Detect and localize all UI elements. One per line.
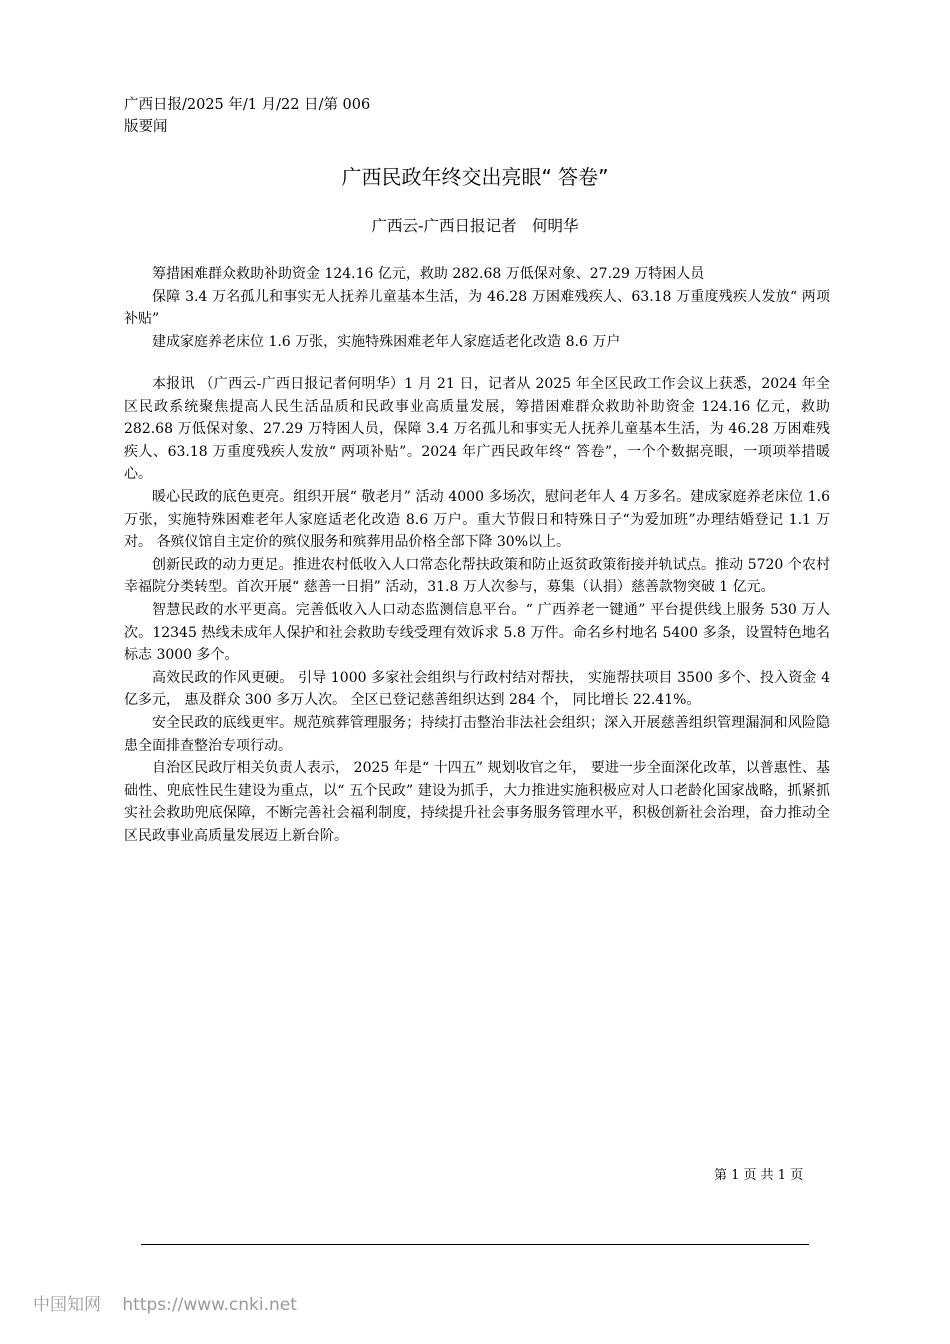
subhead: 保障 3.4 万名孤儿和事实无人抚养儿童基本生活，为 46.28 万困难残疾人、63.18 万重度残疾人发放“ 两项补贴” xyxy=(124,288,830,327)
watermark-brand: 中国知网 xyxy=(33,1295,101,1315)
source-info xyxy=(124,94,370,138)
body-paragraph: 智慧民政的水平更高。完善低收入人口动态监测信息平台。“ 广西养老一键通” 平台提供线上服务 530 万人次。12345 热线未成年人保护和社会救助专线受理有效诉求 5.8 万件。命名乡村地名 5400 多条，设置特色地名标志 3000 多个。 xyxy=(124,601,830,664)
body-paragraph: 创新民政的动力更足。推进农村低收入人口常态化帮扶政策和防止返贫政策衔接并轨试点。推动 5720 个农村幸福院分类转型。首次开展“ 慈善一日捐” 活动，31.8 万人次参与，募集（认捐）慈善款物突破 1 亿元。 xyxy=(124,556,830,596)
source-line: 广西日报/2025 年/1 月/22 日/第 006 xyxy=(124,97,371,113)
section-label: 版要闻 xyxy=(124,119,168,135)
article-subheads xyxy=(124,263,830,353)
cnki-watermark xyxy=(33,1292,297,1318)
body-paragraph: 安全民政的底线更牢。规范殡葬管理服务；持续打击整治非法社会组织；深入开展慈善组织管理漏洞和风险隐患全面排查整治专项行动。 xyxy=(124,714,830,754)
watermark-url: https://www.cnki.net xyxy=(122,1295,297,1315)
article-title: 广西民政年终交出亮眼“ 答卷” xyxy=(341,165,609,189)
footer-divider xyxy=(141,1244,809,1245)
subhead: 建成家庭养老床位 1.6 万张，实施特殊困难老年人家庭适老化改造 8.6 万户 xyxy=(152,333,621,350)
body-paragraph: 高效民政的作风更硬。 引导 1000 多家社会组织与行政村结对帮扶， 实施帮扶项目 3500 多个、投入资金 4 亿多元， 惠及群众 300 多万人次。 全区已登记慈善组织达到 284 个， 同比增长 22.41%。 xyxy=(124,669,830,709)
article-body xyxy=(124,373,830,847)
page-number: 第 1 页 共 1 页 xyxy=(714,1168,804,1183)
subhead: 筹措困难群众救助补助资金 124.16 亿元，救助 282.68 万低保对象、27.29 万特困人员 xyxy=(152,266,705,282)
body-paragraph: 暖心民政的底色更亮。组织开展“ 敬老月” 活动 4000 多场次，慰问老年人 4 万多名。建成家庭养老床位 1.6 万张，实施特殊困难老年人家庭适老化改造 8.6 万户。重大节假日和特殊日子“为爱加班”办理结婚登记 1.1 万对。 各殡仪馆自主定价的殡仪服务和殡葬用品价格全部下降 30%以上。 xyxy=(124,488,830,551)
body-paragraph: 本报讯 （广西云-广西日报记者何明华）1 月 21 日，记者从 2025 年全区民政工作会议上获悉，2024 年全区民政系统聚焦提高人民生活品质和民政事业高质量发展，筹措困难群众救助补助资金 124.16 亿元，救助 282.68 万低保对象、27.29 万特困人员，保障 3.4 万名孤儿和事实无人抚养儿童基本生活，为 46.28 万困难残疾人、63.18 万重度残疾人发放“ 两项补贴”。2024 年广西民政年终“ 答卷”，一个个数据亮眼，一项项举措暖心。 xyxy=(124,376,830,483)
body-paragraph: 自治区民政厅相关负责人表示， 2025 年是“ 十四五” 规划收官之年， 要进一步全面深化改革，以普惠性、基础性、兜底性民生建设为重点，以“ 五个民政” 建设为抓手，大力推进实施积极应对人口老龄化国家战略，抓紧抓实社会救助兜底保障，不断完善社会福利制度，持续提升社会事务服务管理水平，积极创新社会治理，奋力推动全区民政事业高质量发展迈上新台阶。 xyxy=(124,760,830,844)
article-byline: 广西云-广西日报记者 何明华 xyxy=(371,217,579,235)
